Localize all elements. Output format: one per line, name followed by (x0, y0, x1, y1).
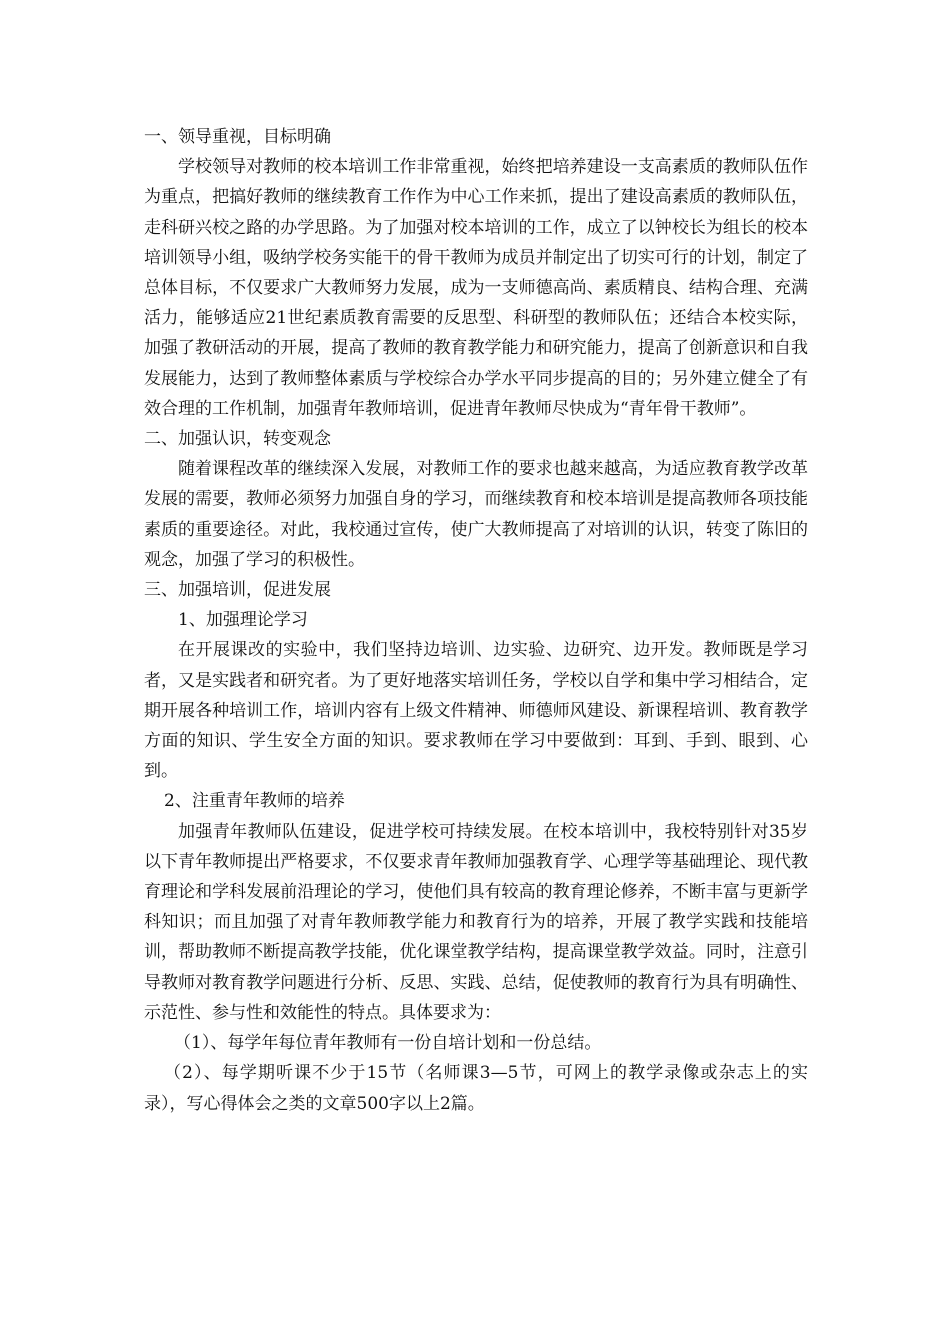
requirement-item-2: （2）、每学期听课不少于15节（名师课3—5节，可网上的教学录像或杂志上的实录），写心得体会之类的文章500字以上2篇。 (144, 1063, 808, 1114)
requirement-item-1: （1）、每学年每位青年教师有一份自培计划和一份总结。 (174, 1033, 602, 1054)
section-paragraph-2: 随着课程改革的继续深入发展，对教师工作的要求也越来越高，为适应教育教学改革发展的需要，教师必须努力加强自身的学习，而继续教育和校本培训是提高教师各项技能素质的重要途径。对此，我校通过宣传，使广大教师提高了对培训的认识，转变了陈旧的观念，加强了学习的积极性。 (144, 459, 808, 570)
section-paragraph-1: 学校领导对教师的校本培训工作非常重视，始终把培养建设一支高素质的教师队伍作为重点，把搞好教师的继续教育工作作为中心工作来抓，提出了建设高素质的教师队伍，走科研兴校之路的办学思路。为了加强对校本培训的工作，成立了以钟校长为组长的校本培训领导小组，吸纳学校务实能干的骨干教师为成员并制定出了切实可行的计划，制定了总体目标，不仅要求广大教师努力发展，成为一支师德高尚、素质精良、结构合理、充满活力，能够适应21世纪素质教育需要的反思型、科研型的教师队伍；还结合本校实际，加强了教研活动的开展，提高了教师的教育教学能力和研究能力，提高了创新意识和自我发展能力，达到了教师整体素质与学校综合办学水平同步提高的目的；另外建立健全了有效合理的工作机制，加强青年教师培训，促进青年教师尽快成为“青年骨干教师”。 (144, 157, 808, 419)
section-heading-2: 二、加强认识，转变观念 (144, 429, 331, 450)
subsection-paragraph-2: 加强青年教师队伍建设，促进学校可持续发展。在校本培训中，我校特别针对35岁以下青年教师提出严格要求，不仅要求青年教师加强教育学、心理学等基础理论、现代教育理论和学科发展前沿理论的学习，使他们具有较高的教育理论修养，不断丰富与更新学科知识；而且加强了对青年教师教学能力和教育行为的培养，开展了教学实践和技能培训，帮助教师不断提高教学技能，优化课堂教学结构，提高课堂教学效益。同时，注意引导教师对教育教学问题进行分析、反思、实践、总结，促使教师的教育行为具有明确性、示范性、参与性和效能性的特点。具体要求为： (144, 821, 808, 1023)
subsection-heading-1: 1、加强理论学习 (178, 610, 308, 631)
document-body (144, 122, 808, 1119)
section-heading-3: 三、加强培训，促进发展 (144, 580, 331, 601)
subsection-paragraph-1: 在开展课改的实验中，我们坚持边培训、边实验、边研究、边开发。教师既是学习者，又是实践者和研究者。为了更好地落实培训任务，学校以自学和集中学习相结合，定期开展各种培训工作，培训内容有上级文件精神、师德师风建设、新课程培训、教育教学方面的知识、学生安全方面的知识。要求教师在学习中要做到：耳到、手到、眼到、心到。 (144, 640, 808, 782)
section-heading-1: 一、领导重视，目标明确 (144, 127, 331, 147)
subsection-heading-2: 2、注重青年教师的培养 (164, 791, 345, 812)
